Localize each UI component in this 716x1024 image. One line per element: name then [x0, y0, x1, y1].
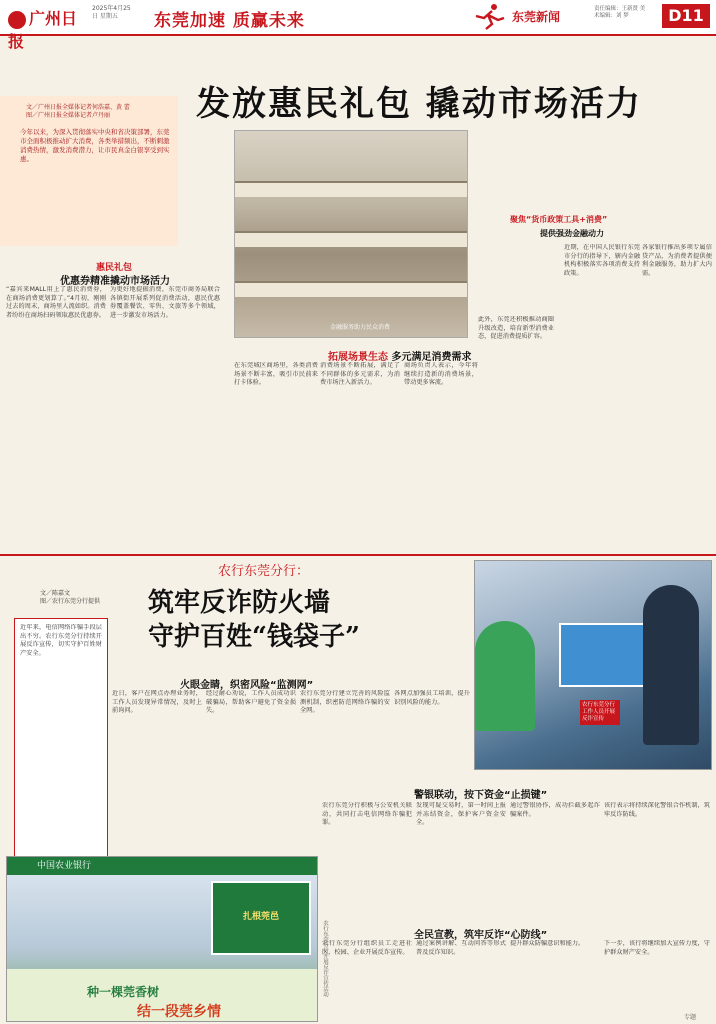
- article-column: “嘉宾来MALL用上了惠民消费券，在商场消费更划算了。”4月初，刚刚过去的周末，商场里人流如织。消费者纷纷在商场扫码领取惠民优惠券。: [6, 286, 106, 319]
- article-column: 商场负责人表示，今年将继续打造新的消费场景，带动更多客流。: [404, 362, 478, 387]
- lead-text: 近年来，电信网络诈骗手段层出不穷。农行东莞分行持续开展反诈宣传，切实守护百姓财产安全。: [20, 624, 102, 657]
- article-column: 通过案例讲解、互动问答等形式普及反诈知识。: [416, 940, 506, 956]
- article-column: 为更好地提振消费，东莞市商务局联合各镇街开展系列促消费活动，惠民优惠券覆盖餐饮、零售、文旅等多个领域，进一步激发市场活力。: [110, 286, 220, 319]
- article-column: 发现可疑交易时，第一时间上报并冻结资金，保护客户资金安全。: [416, 802, 506, 827]
- photo-slogan-1: 种一棵莞香树: [87, 985, 160, 999]
- article-column: 近日，客户在网点办理业务时，工作人员发现异常情况，及时上前询问。: [112, 690, 202, 715]
- anti-fraud-photo: [474, 560, 712, 770]
- photo-board-text: 扎根莞邑: [242, 912, 279, 922]
- event-photo: [6, 856, 318, 1022]
- bank-kicker: 农行东莞分行：: [218, 564, 310, 579]
- article-column: 经过耐心劝说，工作人员成功识破骗局，帮助客户避免了资金损失。: [206, 690, 296, 715]
- article-column: 该行表示将持续深化警银合作机制，筑牢反诈防线。: [604, 802, 710, 818]
- photo-caption: 金融服务助力民众消费: [330, 324, 391, 331]
- bank-byline: 文／陈嘉文 图／农行东莞分行提供: [40, 590, 101, 605]
- bank-headline-2: 守护百姓“钱袋子”: [148, 622, 360, 652]
- photo-caption: 农行东莞分行工作人员开展反诈宣传: [580, 700, 620, 725]
- section-name: 东莞新闻: [512, 10, 561, 24]
- article-column: 农行东莞分行积极与公安机关联动，共同打击电信网络诈骗犯罪。: [322, 802, 412, 827]
- subhead: 火眼金睛，织密风险“监测网”: [180, 680, 314, 691]
- section-title-red: 聚焦“货币政策工具+消费”: [510, 215, 608, 224]
- logo-icon: [8, 11, 26, 29]
- photo-banner: 中国农业银行: [7, 857, 317, 875]
- article-column: 农行东莞分行组织员工走进社区、校园、企业开展反诈宣传。: [322, 940, 412, 956]
- article-column: 在东莞城区商场里，各类消费场景不断丰富，吸引市民前来打卡体验。: [234, 362, 318, 387]
- article-column: 下一步，该行将继续加大宣传力度，守护群众财产安全。: [604, 940, 710, 956]
- intro-text: 今年以来，为深入贯彻落实中央和省决策部署，东莞市全面积极推动扩大消费，各类举措频出，不断刺激消费热情，激发消费潜力，让市民真金白银享受到实惠。: [20, 128, 170, 163]
- article-column: 通过警银协作，成功拦截多起诈骗案件。: [510, 802, 600, 818]
- article-column: 近期，在中国人民银行东莞市分行的指导下，辖内金融机构积极落实各项消费支持政策。: [564, 244, 640, 277]
- subhead: 警银联动，按下资金“止损键”: [414, 790, 548, 801]
- issue-date: 2025年4月25日 星期五: [92, 5, 131, 20]
- article-column: 农行东莞分行建立完善的风险监测机制，织密防范网络诈骗的安全网。: [300, 690, 390, 715]
- section-title-black: 提供强劲金融动力: [540, 229, 604, 238]
- main-headline: 发放惠民礼包 撬动市场活力: [196, 84, 642, 124]
- kicker-label: 惠民礼包: [96, 263, 133, 273]
- photo-slogan-2: 结一段莞乡情: [137, 1004, 221, 1020]
- intro-byline: 文／广州日报全媒体记者何浩嘉、黄 蕾 图／广州日报全媒体记者卢丹丽: [26, 104, 130, 119]
- section-divider: [0, 554, 716, 556]
- page-slogan: 东莞加速 质赢未来: [154, 11, 305, 31]
- page-byline: 专题: [684, 1014, 697, 1021]
- page-number: D11: [662, 4, 710, 28]
- bank-headline-1: 筑牢反诈防火墙: [148, 588, 331, 618]
- section-title-black: 多元满足消费需求: [391, 352, 472, 363]
- section-title: 优惠券精准撬动市场活力: [60, 276, 170, 287]
- article-column: 此外，东莞还积极推动商圈升级改造，培育新型消费业态，促进消费提质扩容。: [478, 316, 554, 341]
- section-title-red: 拓展场景生态: [328, 352, 388, 363]
- article-column: 各家银行推出多项专属信贷产品，为消费者提供便利金融服务，助力扩大内需。: [642, 244, 712, 277]
- mall-photo: [234, 130, 468, 338]
- logo-text: 广州日报: [8, 9, 78, 51]
- subhead: 全民宣教，筑牢反诈“心防线”: [414, 930, 548, 941]
- runner-icon: [470, 2, 506, 30]
- editors-credit: 责任编辑：王新贤 美术编辑：刘 梦: [594, 6, 646, 19]
- photo-caption: 农行东莞分行开展反诈宣传活动: [322, 920, 328, 997]
- newspaper-logo: [8, 6, 78, 51]
- article-column: 提升群众防骗意识和能力。: [510, 940, 585, 947]
- article-column: 各网点加强员工培训，提升识别风险的能力。: [394, 690, 470, 706]
- article-column: 消费场景不断拓展，满足了不同群体的多元需求，为消费市场注入新活力。: [320, 362, 400, 387]
- section-title: [328, 348, 471, 363]
